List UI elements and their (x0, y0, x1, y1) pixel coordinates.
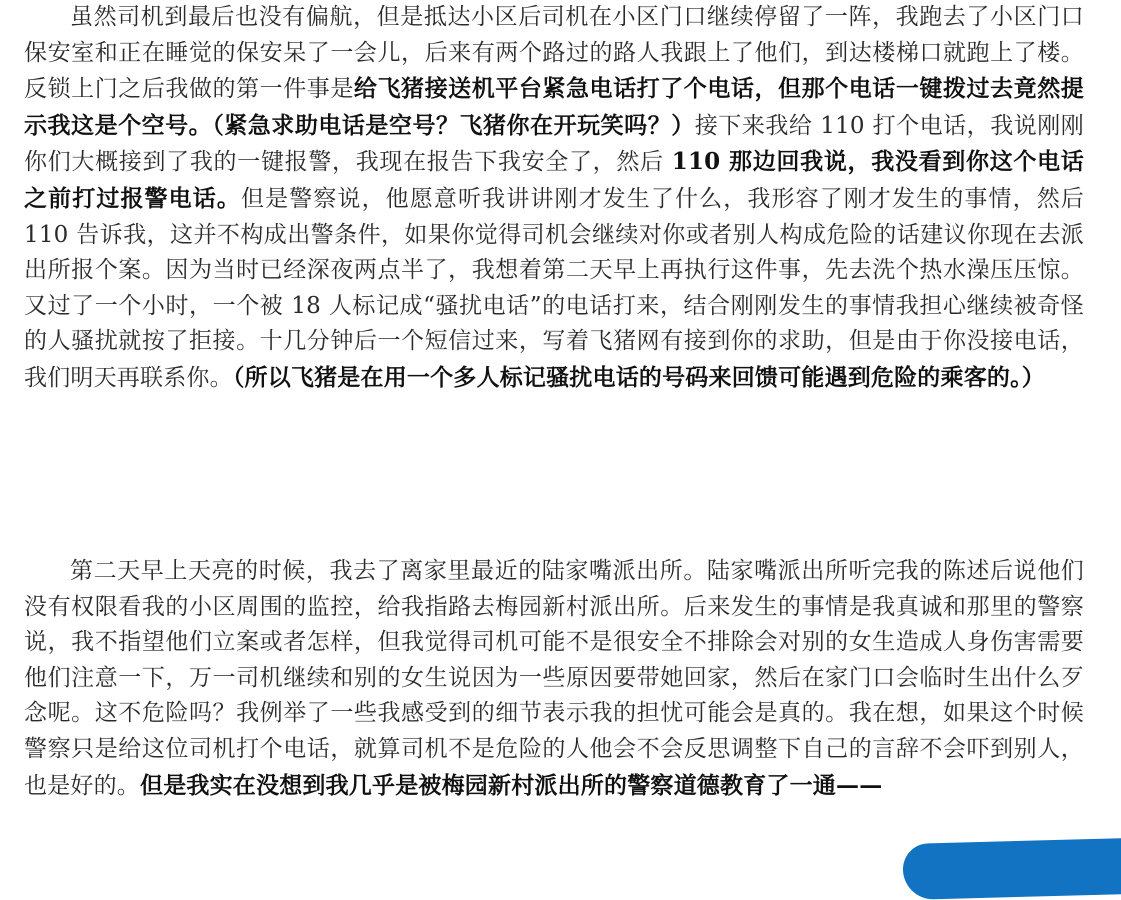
text-segment: 接下来我给 110 打个电话，我说刚刚你们大概接到了我的一键报警，我现在报告下我安全了，然后 (24, 112, 1084, 176)
bold-text-segment: 但是我实在没想到我几乎是被梅园新村派出所的警察道德教育了一通—— (140, 771, 883, 799)
text-segment: 但是警察说，他愿意听我讲讲刚才发生了什么，我形容了刚才发生的事情，然后 110 告诉我，这并不构成出警条件，如果你觉得司机会继续对你或者别人构成危险的话建议你现在去派出所报个案。因为当时已经深夜两点半了，我想着第二天早上再执行这件事，先去洗个热水澡压压惊。又过了一个小时，一个被 18 人标记成“骚扰电话”的电话打来，结合刚刚发生的事情我担心继续被奇怪的人骚扰就按了拒接。十几分钟后一个短信过来，写着飞猪网有接到你的求助，但是由于你没接电话，我们明天再联系你。 (24, 185, 1085, 391)
text-segment: 第二天早上天亮的时候，我去了离家里最近的陆家嘴派出所。陆家嘴派出所听完我的陈述后说他们没有权限看我的小区周围的监控，给我指路去梅园新村派出所。后来发生的事情是我真诚和那里的警察说，我不指望他们立案或者怎样，但我觉得司机可能不是很安全不排除会对别的女生造成人身伤害需要他们注意一下，万一司机继续和别的女生说因为一些原因要带她回家，然后在家门口会临时生出什么歹念呢。这不危险吗？我例举了一些我感受到的细节表示我的担忧可能会是真的。我在想，如果这个时候警察只是给这位司机打个电话，就算司机不是危险的人他会不会反思调整下自己的言辞不会吓到别人，也是好的。 (24, 558, 1084, 799)
paragraph-2 (24, 554, 1084, 804)
bold-text-segment: 给飞猪接送机平台紧急电话打了个电话，但那个电话一键拨过去竟然提示我这是个空号。（紧急求助电话是空号？飞猪你在开玩笑吗？） (24, 75, 1084, 139)
redaction-mark (902, 838, 1121, 900)
text-segment: 虽然司机到最后也没有偏航，但是抵达小区后司机在小区门口继续停留了一阵，我跑去了小区门口保安室和正在睡觉的保安呆了一会儿，后来有两个路过的路人我跟上了他们，到达楼梯口就跑上了楼。反锁上门之后我做的第一件事是 (24, 4, 1084, 103)
bold-text-segment: （所以飞猪是在用一个多人标记骚扰电话的号码来回馈可能遇到危险的乘客的。） (232, 363, 1046, 391)
bold-text-segment: 110 那边回我说，我没看到你这个电话之前打过报警电话。 (24, 148, 1084, 212)
paragraph-1 (24, 0, 1084, 397)
